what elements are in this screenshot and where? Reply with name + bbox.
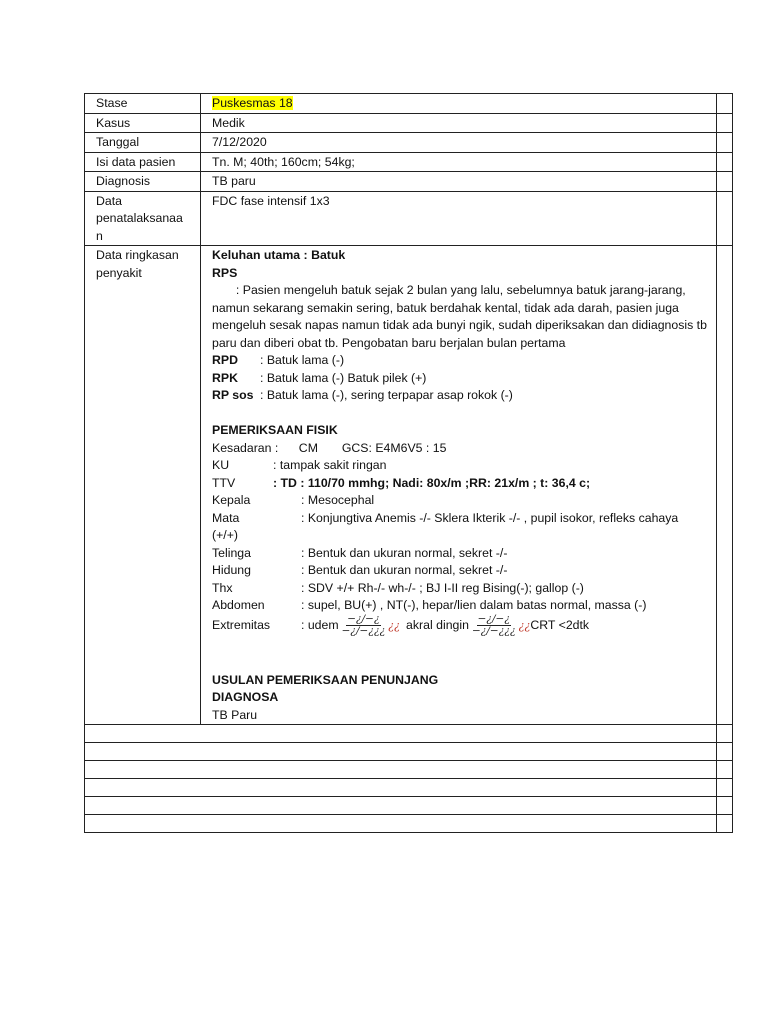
diagnosa-title: DIAGNOSA [212,690,279,704]
row-isi-data [85,152,733,172]
row-kasus [85,113,733,133]
case-table [84,93,733,833]
blank-row [85,743,733,761]
rpk-line: RPK : Batuk lama (-) Batuk pilek (+) [212,370,427,385]
row-ringkasan [85,246,733,725]
row-tanggal [85,133,733,153]
value-diagnosis: TB paru [201,172,717,192]
row-penatalaksanaan [85,191,733,246]
label-isi-data: Isi data pasien [85,152,201,172]
exam-title: PEMERIKSAAN FISIK [212,423,338,437]
blank-row [85,725,733,743]
keluhan-utama: Keluhan utama : Batuk [212,248,346,262]
ttv-line: TTV : TD : 110/70 mmhg; Nadi: 80x/m ;RR: 21x/m ; t: 36,4 c; [212,475,591,490]
rp-sos-line: RP sos : Batuk lama (-), sering terpapar asap rokok (-) [212,388,513,402]
ku-line: KU : tampak sakit ringan [212,458,387,472]
blank-row [85,797,733,815]
value-ringkasan: Keluhan utama : Batuk RPS : Pasien mengeluh batuk sejak 2 bulan yang lalu, sebelumnya batuk jarang-jarang, namun sekarang semakin sering, batuk berdahak kental, tidak ada darah, pasien juga mengeluh sesak napas namun tidak ada bunyi ngik, sudah diperiksakan dan didiagnosis tb paru dan diberi obat tb. Pengobatan baru berjalan bulan pertama RPD : Batuk lama (-) RPK : Batuk lama (-) Batuk pilek (+) RP sos : Batuk lama (-), sering terpapar asap rokok (-) PEMERIKSAAN FISIK Kesadaran : CM GCS: E4M6V5 : 15 KU : tampak sakit ringan TTV : TD : 110/70 mmhg; Nadi: 80x/m ;RR: 21x/m ; t: 36,4 c; Kepala : Mesocephal Mata : Konjungtiva Anemis -/- Sklera Ikterik -/- , pupil isokor, refleks cahaya (+/+) Telinga : Bentuk dan ukuran normal, sekret -/- Hidung : Bentuk dan ukuran normal, sekret -/- Thx : SDV +/+ Rh-/- wh-/- ; BJ I-II reg Bising(-); gallop (-) Abdomen : supel, BU(+) , NT(-), hepar/lien dalam batas normal, massa (-) Extremitas : udem $\frac{-¿/-¿}{-¿/-¿¿¿}$ ¿¿ akral dingin $\frac{-¿/-¿}{-¿/-¿¿¿}$ ¿¿ CRT <2dtk USULAN PEMERIKSAAN PENUNJANG DIAGNOSA TB Paru [201,246,717,725]
value-stase: Puskesmas 18 [212,96,293,110]
row-stase [85,94,733,114]
label-stase: Stase [85,94,201,114]
value-tanggal: 7/12/2020 [201,133,717,153]
diagnosa-value: TB Paru [212,707,258,722]
blank-row [85,761,733,779]
blank-row [85,815,733,833]
kesadaran-line: Kesadaran : CM GCS: E4M6V5 : 15 [212,440,447,455]
rpd-line: RPD : Batuk lama (-) [212,353,345,367]
label-penatalaksanaan: Data penatalaksanaa n [85,191,201,246]
label-diagnosis: Diagnosis [85,172,201,192]
mata-line: Mata : Konjungtiva Anemis -/- Sklera Ikterik -/- , pupil isokor, refleks cahaya [212,510,679,525]
kepala-line: Kepala : Mesocephal [212,493,375,507]
udem-fraction: $\frac{-¿/-¿}{-¿/-¿¿¿}$ [341,613,386,637]
akral-fraction: $\frac{-¿/-¿}{-¿/-¿¿¿}$ [471,613,516,637]
blank-row [85,779,733,797]
label-tanggal: Tanggal [85,133,201,153]
label-kasus: Kasus [85,113,201,133]
usulan-title: USULAN PEMERIKSAAN PENUNJANG [212,672,439,687]
extremitas-line: Extremitas : udem $\frac{-¿/-¿}{-¿/-¿¿¿}$ ¿¿ akral dingin $\frac{-¿/-¿}{-¿/-¿¿¿}$ ¿¿ CRT <2dtk [212,613,590,637]
value-kasus: Medik [201,113,717,133]
thx-line: Thx : SDV +/+ Rh-/- wh-/- ; BJ I-II reg Bising(-); gallop (-) [212,580,584,595]
row-diagnosis [85,172,733,192]
value-isi-data: Tn. M; 40th; 160cm; 54kg; [201,152,717,172]
rps-text: RPS : Pasien mengeluh batuk sejak 2 bulan yang lalu, sebelumnya batuk jarang-jarang, [212,265,686,297]
case-report-form [84,93,732,833]
label-ringkasan: Data ringkasan penyakit [85,246,201,725]
hidung-line: Hidung : Bentuk dan ukuran normal, sekret -/- [212,563,508,577]
abdomen-line: Abdomen : supel, BU(+) , NT(-), hepar/lien dalam batas normal, massa (-) [212,598,647,612]
value-penatalaksanaan: FDC fase intensif 1x3 [201,191,717,246]
telinga-line: Telinga : Bentuk dan ukuran normal, sekret -/- [212,545,508,560]
